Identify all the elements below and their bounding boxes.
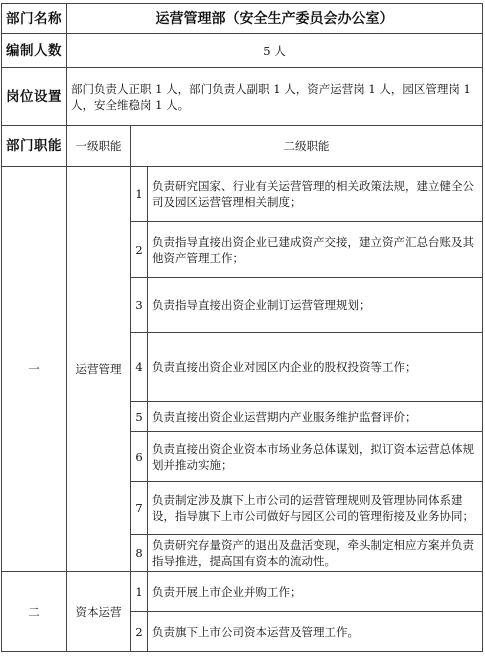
dept-name-label: 部门名称 [2,4,67,34]
dept-name-row [2,4,483,34]
item-number: 8 [131,535,148,572]
table-row [2,167,483,222]
staff-value: 5 人 [67,34,483,68]
group-name: 运营管理 [67,167,131,572]
table-row [2,572,483,612]
item-number: 3 [131,278,148,333]
group-index: 二 [2,572,67,652]
item-text: 负责指导直接出资企业制订运营管理规划； [148,278,483,333]
item-number: 5 [131,402,148,432]
functions-label: 部门职能 [2,126,67,167]
item-text: 负责开展上市企业并购工作； [148,572,483,612]
dept-name-value: 运营管理部（安全生产委员会办公室） [67,4,483,34]
item-number: 2 [131,612,148,652]
item-number: 1 [131,167,148,222]
item-number: 4 [131,333,148,402]
item-text: 负责直接出资企业对园区内企业的股权投资等工作； [148,333,483,402]
item-text: 负责研究国家、行业有关运营管理的相关政策法规，建立健全公司及园区运营管理相关制度； [148,167,483,222]
positions-row [2,68,483,126]
department-table [1,3,483,652]
item-number: 2 [131,222,148,278]
item-text: 负责制定涉及旗下上市公司的运营管理规则及管理协同体系建设，指导旗下上市公司做好与园区公司的管理衔接及业务协同； [148,482,483,535]
positions-label: 岗位设置 [2,68,67,126]
item-text: 负责直接出资企业运营期内产业服务维护监督评价； [148,402,483,432]
staff-row [2,34,483,68]
item-text: 负责指导直接出资企业已建成资产交接，建立资产汇总台账及其他资产管理工作； [148,222,483,278]
item-number: 1 [131,572,148,612]
item-number: 7 [131,482,148,535]
item-text: 负责研究存量资产的退出及盘活变现，牵头制定相应方案并负责指导推进，提高国有资本的流动性。 [148,535,483,572]
group-index: 一 [2,167,67,572]
group-name: 资本运营 [67,572,131,652]
item-number: 6 [131,432,148,482]
positions-value: 部门负责人正职 1 人，部门负责人副职 1 人，资产运营岗 1 人，园区管理岗 1 人，安全维稳岗 1 人。 [67,68,483,126]
item-text: 负责旗下上市公司资本运营及管理工作。 [148,612,483,652]
level2-header: 二级职能 [131,126,483,167]
item-text: 负责直接出资企业资本市场业务总体谋划，拟订资本运营总体规划并推动实施； [148,432,483,482]
functions-header-row [2,126,483,167]
staff-label: 编制人数 [2,34,67,68]
level1-header: 一级职能 [67,126,131,167]
